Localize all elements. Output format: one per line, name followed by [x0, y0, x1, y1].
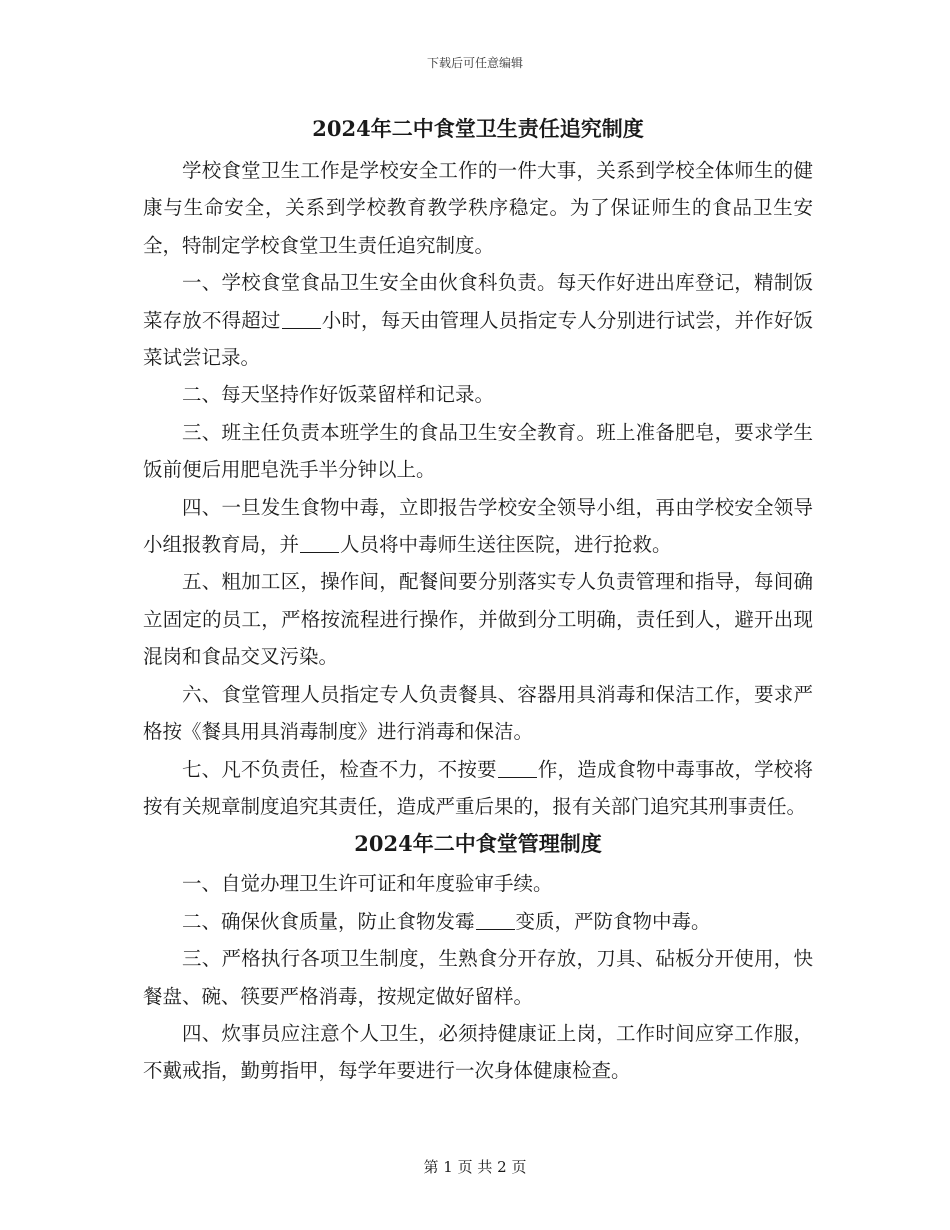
section1-item1-text-a: 一、学校食堂食品卫生安全由伙食科负责。每天作好进出库登记，精制饭菜存放不得超过 — [143, 271, 813, 332]
section1-item4 — [143, 489, 813, 564]
section1-item7-text-b: 作，造成食物中毒事故，学校将按有关规章制度追究其责任，造成严重后果的，报有关部门追究其刑事责任。 — [143, 757, 813, 818]
header-note: 下载后可任意编辑 — [426, 56, 523, 70]
section2-item3: 三、严格执行各项卫生制度，生熟食分开存放，刀具、砧板分开使用，快餐盘、碗、筷要严格消毒，按规定做好留样。 — [143, 947, 813, 1008]
fill-blank — [282, 308, 321, 329]
section1-item7 — [143, 751, 813, 826]
section1-item2: 二、每天坚持作好饭菜留样和记录。 — [182, 383, 495, 407]
section2-item4: 四、炊事员应注意个人卫生，必须持健康证上岗，工作时间应穿工作服，不戴戒指，勤剪指甲，每学年要进行一次身体健康检查。 — [143, 1021, 813, 1083]
section2-title: 2024年二中食堂管理制度 — [354, 831, 602, 857]
document-body — [143, 106, 813, 1090]
fill-blank — [476, 909, 515, 930]
section1-intro: 学校食堂卫生工作是学校安全工作的一件大事，关系到学校全体师生的健康与生命安全，关系到学校教育教学秩序稳定。为了保证师生的食品卫生安全，特制定学校食堂卫生责任追究制度。 — [143, 159, 813, 257]
page-number: 第 1 页 共 2 页 — [423, 1158, 527, 1176]
section2-item2-text-a: 二、确保伙食质量，防止食物发霉 — [182, 909, 475, 933]
section1-item7-text-a: 七、凡不负责任，检查不力，不按要 — [182, 757, 497, 781]
section1-item1 — [143, 264, 813, 376]
section1-item4-text-b: 人员将中毒师生送往医院，进行抢救。 — [340, 533, 672, 557]
section1-item6: 六、食堂管理人员指定专人负责餐具、容器用具消毒和保洁工作，要求严格按《餐具用具消毒制度》进行消毒和保洁。 — [143, 682, 813, 744]
section1-title: 2024年二中食堂卫生责任追究制度 — [312, 116, 644, 141]
fill-blank — [300, 533, 339, 554]
section1-item4-text-a: 四、一旦发生食物中毒，立即报告学校安全领导小组，再由学校安全领导小组报教育局，并 — [143, 495, 813, 557]
section2-item2 — [143, 903, 813, 940]
section1-item1-text-b: 小时，每天由管理人员指定专人分别进行试尝，并作好饭菜试尝记录。 — [143, 308, 813, 370]
fill-blank — [498, 757, 537, 778]
section1-item5: 五、粗加工区，操作间，配餐间要分别落实专人负责管理和指导，每间确立固定的员工，严格按流程进行操作，并做到分工明确，责任到人，避开出现混岗和食品交叉污染。 — [143, 570, 813, 669]
section2-item2-text-b: 变质，严防食物中毒。 — [515, 909, 711, 933]
section1-item3: 三、班主任负责本班学生的食品卫生安全教育。班上准备肥皂，要求学生饭前便后用肥皂洗手半分钟以上。 — [143, 420, 813, 482]
section2-item1: 一、自觉办理卫生许可证和年度验审手续。 — [182, 872, 553, 896]
